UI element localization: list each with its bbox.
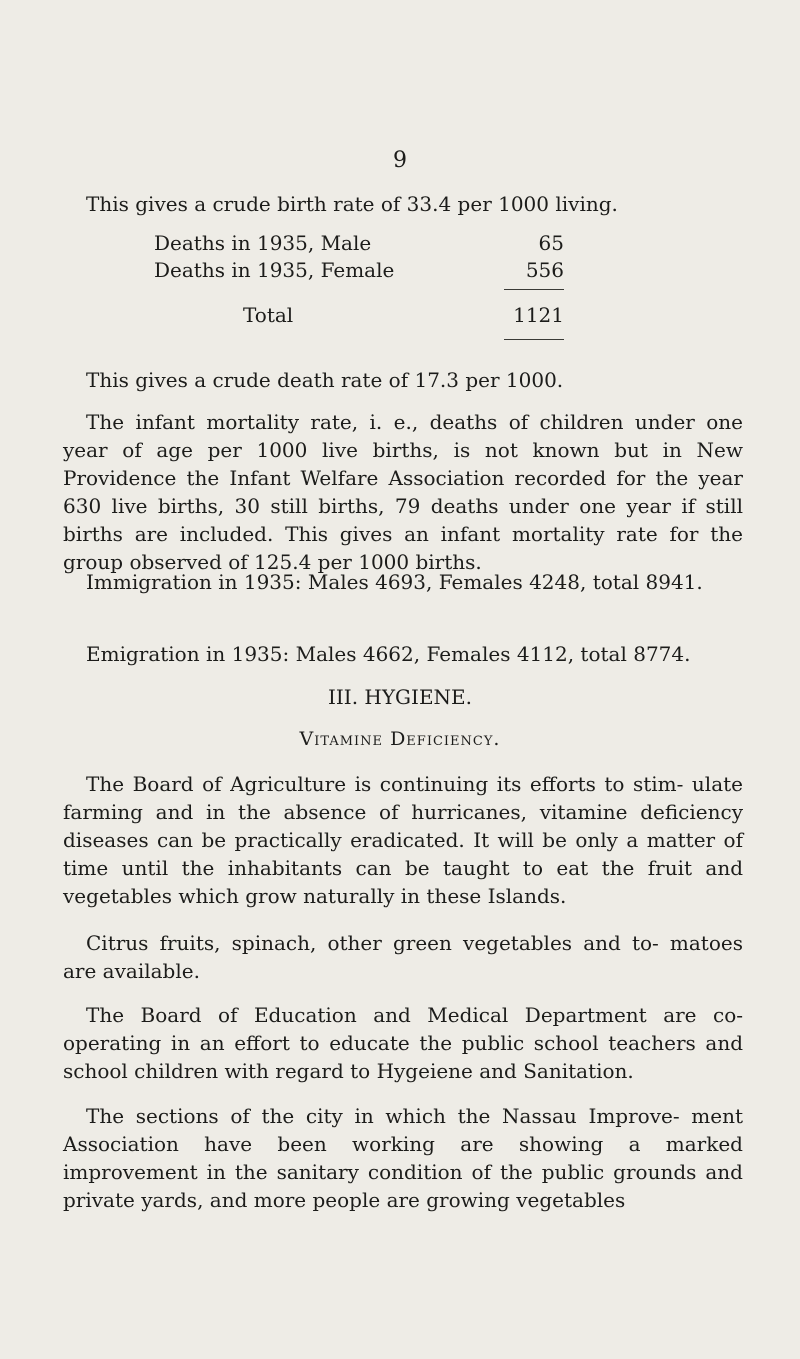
death-rate-sentence: This gives a crude death rate of 17.3 per 1000. — [86, 368, 564, 392]
total-rule — [504, 339, 564, 340]
deaths-female-label: Deaths in 1935, Female — [154, 258, 395, 282]
deaths-male-value: 65 — [538, 231, 564, 255]
citrus-paragraph: Citrus fruits, spinach, other green vegetables and to- matoes are available. — [63, 931, 743, 983]
deaths-total-value: 1121 — [513, 303, 564, 327]
sum-rule — [504, 289, 564, 290]
subsection-heading: Vitamine Deficiency. — [299, 728, 501, 750]
infant-mortality-paragraph: The infant mortality rate, i. e., deaths of children under one year of age per 1000 live births, is not known but in New Providence the Infant Welfare Association recorded for the year 630 live births, 30 still births, 79 deaths under one year if still births are included. This gives an infant mortality rate for the group observed of 125.4 per 1000 births. — [63, 410, 743, 574]
section-heading: III. HYGIENE. — [328, 685, 472, 709]
immigration-paragraph: Immigration in 1935: Males 4693, Females 4248, total 8941. — [86, 570, 703, 594]
page-number: 9 — [393, 148, 407, 173]
deaths-total-label: Total — [243, 303, 294, 327]
emigration-paragraph: Emigration in 1935: Males 4662, Females 4112, total 8774. — [86, 642, 691, 666]
birth-rate-sentence: This gives a crude birth rate of 33.4 per 1000 living. — [86, 192, 618, 216]
education-paragraph: The Board of Education and Medical Department are co-operating in an effort to educate the public school teachers and school children with regard to Hygeiene and Sanitation. — [63, 1003, 743, 1083]
deaths-female-value: 556 — [525, 258, 564, 282]
deaths-male-label: Deaths in 1935, Male — [154, 231, 372, 255]
agriculture-paragraph: The Board of Agriculture is continuing its efforts to stim- ulate farming and in the absence of hurricanes, vitamine deficiency diseases can be practically eradicated. It will be only a matter of time until the inhabitants can be taught to eat the fruit and vegetables which grow naturally in these Islands. — [63, 772, 743, 908]
nassau-paragraph: The sections of the city in which the Nassau Improve- ment Association have been working are showing a marked improvement in the sanitary condition of the public grounds and private yards, and more people are growing vegetables — [63, 1104, 743, 1212]
